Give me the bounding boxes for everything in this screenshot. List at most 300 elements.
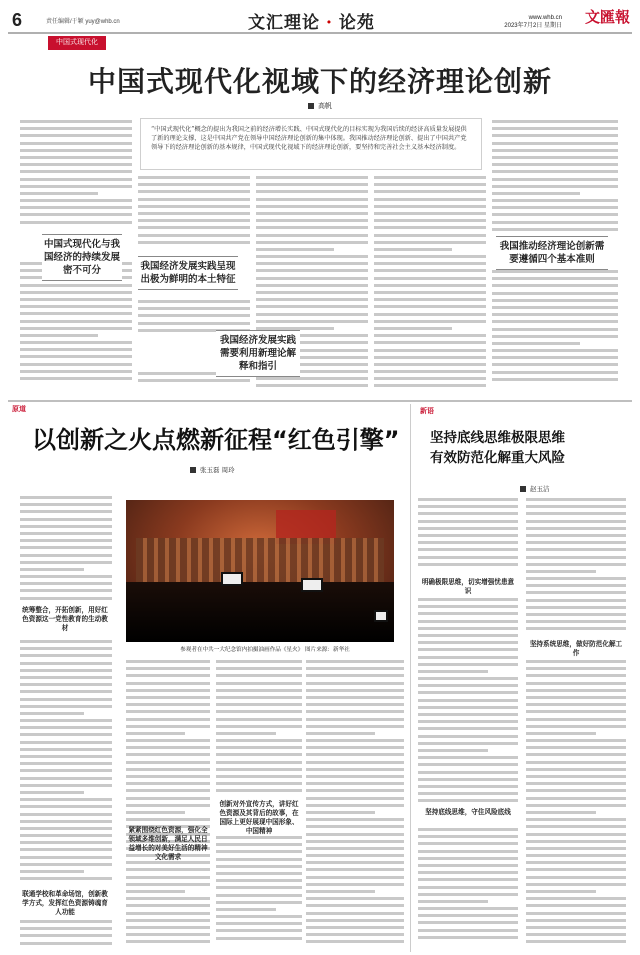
text-line [256,212,368,215]
text-line [306,667,404,670]
text-line [492,206,618,209]
text-line [306,919,404,922]
text-line [126,876,210,879]
risk-subhead-3: 坚持系统思维，做好防范化解工作 [529,640,623,657]
text-line [216,908,276,911]
text-line [20,284,132,287]
text-line [306,725,404,728]
text-line [216,858,302,861]
header-meta [504,14,562,30]
text-line [418,556,518,559]
text-line [256,262,368,265]
byline-square-icon [520,486,526,492]
text-line [20,820,112,823]
text-line [256,190,368,193]
text-line [126,811,185,814]
article-title-risk [430,428,565,468]
text-line [138,226,250,229]
text-line [20,221,132,224]
text-line [306,868,404,871]
section-title-sub: 论苑 [338,13,375,33]
text-line [492,320,618,323]
text-line [216,915,302,918]
red-engine-subhead-2: 紧紧围绕红色资源，强化全领域多维创新，满足人民日益增长的对美好生活的精神文化需求 [128,826,208,861]
text-line [20,863,112,866]
text-line [256,183,368,186]
text-line [374,370,486,373]
text-line [306,775,404,778]
red-engine-text-col2 [126,660,210,950]
text-line [492,328,618,331]
text-line [418,907,518,910]
text-line [20,192,98,195]
text-line [306,660,404,663]
text-line [526,577,626,580]
text-line [306,818,404,821]
text-line [418,763,518,766]
text-line [526,620,626,623]
text-line [526,904,626,907]
text-line [374,190,486,193]
text-line [126,660,210,663]
text-line [418,720,518,723]
text-line [374,284,486,287]
text-line [306,782,404,785]
text-line [526,660,626,663]
text-line [20,654,112,657]
text-line [492,192,580,195]
text-line [20,848,112,851]
text-line [526,861,626,864]
text-line [126,804,210,807]
text-line [492,170,618,173]
text-line [526,570,596,573]
section-title [248,8,375,33]
text-line [306,689,404,692]
text-line [306,682,404,685]
text-line [306,861,404,864]
text-line [306,840,404,843]
red-engine-subhead-1: 统筹整合，开拓创新，用好红色资源这一党性教育的生动教材 [22,606,108,632]
text-line [216,872,302,875]
text-line [256,234,368,237]
text-line [306,883,404,886]
text-line [256,198,368,201]
text-line [374,305,486,308]
text-line [20,942,112,945]
text-line [138,205,250,208]
text-line [306,833,404,836]
phone-icon [301,578,323,592]
red-engine-authors: 张玉磊 周玲 [200,466,235,474]
text-line [20,291,132,294]
text-line [20,856,112,859]
text-line [418,548,518,551]
risk-byline [520,484,550,493]
text-line [126,710,210,713]
text-line [492,299,618,302]
text-line [216,732,276,735]
text-line [492,163,618,166]
oil-painting-photo [126,500,394,642]
text-line [418,771,518,774]
text-line [216,929,302,932]
body-text-col5a [492,120,618,240]
text-line [256,277,368,280]
text-line [138,183,250,186]
text-line [306,811,375,814]
text-line [374,356,486,359]
text-line [138,322,250,325]
text-line [20,813,112,816]
text-line [418,936,518,939]
text-line [526,782,626,785]
text-line [418,735,518,738]
text-line [126,818,210,821]
text-line [126,746,210,749]
text-line [526,696,626,699]
text-line [216,718,302,721]
text-line [418,699,518,702]
text-line [526,710,626,713]
text-line [526,667,626,670]
text-line [374,349,486,352]
text-line [306,746,404,749]
text-line [306,890,375,893]
text-line [418,627,518,630]
text-line [256,255,368,258]
text-line [20,683,112,686]
text-line [374,341,486,344]
text-line [492,270,618,273]
subhead-box-1: 中国式现代化与我国经济的持续发展密不可分 [42,234,122,281]
text-line [20,525,112,528]
text-line [20,834,112,837]
text-line [216,725,302,728]
text-line [418,756,518,759]
text-line [526,725,626,728]
text-line [20,539,112,542]
text-line [20,510,112,513]
text-line [526,753,626,756]
text-line [418,598,518,601]
text-line [492,178,618,181]
text-line [20,355,132,358]
text-line [418,749,488,752]
text-line [526,674,626,677]
text-line [20,934,112,937]
text-line [418,713,518,716]
text-line [20,163,132,166]
text-line [20,827,112,830]
text-line [126,696,210,699]
text-line [492,371,618,374]
text-line [20,870,84,873]
risk-subhead-1: 明确极限思维，切实增强忧患意识 [421,578,515,595]
text-line [20,496,112,499]
text-line [418,498,518,501]
text-line [20,568,84,571]
text-line [20,341,132,344]
text-line [492,342,580,345]
text-line [216,768,302,771]
text-line [526,933,626,936]
text-line [418,684,518,687]
text-line [138,234,250,237]
text-line [20,777,112,780]
text-line [418,871,518,874]
text-line [256,176,368,179]
subhead-box-3: 我国经济发展实践需要利用新理论解释和指引 [216,330,300,377]
text-line [492,292,618,295]
text-line [20,597,112,600]
text-line [418,505,518,508]
text-line [374,334,486,337]
text-line [418,534,518,537]
body-text-col1a [20,120,132,232]
text-line [418,878,518,881]
red-engine-subhead-4: 联通学校和革命场馆，创新教学方式，发挥红色资源铸魂育人功能 [22,890,108,916]
text-line [126,674,210,677]
text-line [526,825,626,828]
text-line [216,775,302,778]
text-line [526,840,626,843]
text-line [138,300,250,303]
column-divider [410,404,411,952]
text-line [20,640,112,643]
text-line [20,206,132,209]
text-line [526,682,626,685]
text-line [492,313,618,316]
text-line [20,320,132,323]
risk-text-col1c [418,828,518,950]
text-line [20,582,112,585]
article-tag-yuandao: 原道 [12,406,26,413]
text-line [306,904,404,907]
red-engine-text-col4 [306,660,404,950]
text-line [306,761,404,764]
text-line [216,879,302,882]
text-line [526,591,626,594]
text-line [492,306,618,309]
risk-title-line1: 坚持底线思维极限思维 [430,430,565,446]
text-line [126,940,210,943]
page-number: 6 [12,10,23,30]
red-engine-text-col3a [216,660,302,800]
text-line [20,554,112,557]
text-line [138,379,250,382]
text-line [418,691,518,694]
text-line [418,850,518,853]
text-line [20,185,132,188]
text-line [20,762,112,765]
byline-square-icon [190,467,196,473]
text-line [492,228,618,231]
text-line [526,599,626,602]
text-line [374,363,486,366]
text-line [126,732,185,735]
text-line [256,269,368,272]
text-line [20,377,132,380]
text-line [526,527,626,530]
text-line [374,198,486,201]
page-header [8,4,632,34]
subhead-box-4: 我国推动经济理论创新需要遵循四个基本准则 [496,236,608,270]
text-line [216,739,302,742]
text-line [492,277,618,280]
text-line [418,527,518,530]
article-title-red-engine: 以创新之火点燃新征程“红色引擎” [32,426,400,454]
text-line [216,753,302,756]
article-abstract: “中国式现代化”概念的提出为我国之前的经济增长实践、中国式现代化的目标实现为我国后续的经济高质量发展提供了新的理论支撑，这是中国共产党在领导中国经济理论创新的集中体现。我国推动经济理论创新、提出了中国共产党领导下的经济理论创新的基本规律，中国式现代化视域下的经济理论创新，要坚持和完善社会主义基本经济制度。 [140,118,482,170]
text-line [418,921,518,924]
text-line [256,291,368,294]
text-line [306,718,404,721]
section-title-main: 文汇理论 [248,13,320,33]
text-line [216,894,302,897]
text-line [526,505,626,508]
text-line [126,926,210,929]
phone-icon [221,572,243,586]
text-line [374,377,486,380]
text-line [20,920,112,923]
text-line [526,627,626,630]
text-line [20,561,112,564]
text-line [418,857,518,860]
text-line [20,705,112,708]
text-line [418,727,518,730]
text-line [492,363,618,366]
text-line [306,912,404,915]
text-line [126,718,210,721]
text-line [526,512,626,515]
main-headline: 中国式现代化视域下的经济理论创新 [87,65,552,98]
body-text-col4 [374,176,486,392]
text-line [20,178,132,181]
text-line [20,662,112,665]
text-line [20,127,132,130]
text-line [306,732,375,735]
text-line [20,798,112,801]
text-line [216,843,302,846]
text-line [20,518,112,521]
text-line [20,213,132,216]
text-line [374,183,486,186]
text-line [418,648,518,651]
text-line [526,912,626,915]
text-line [374,313,486,316]
text-line [256,305,368,308]
risk-text-col1b [418,598,518,808]
text-line [20,690,112,693]
text-line [374,327,452,330]
text-line [526,556,626,559]
text-line [418,605,518,608]
text-line [20,327,132,330]
text-line [526,520,626,523]
text-line [526,883,626,886]
text-line [126,933,210,936]
text-line [492,185,618,188]
text-line [526,534,626,537]
text-line [138,219,250,222]
text-line [20,877,112,880]
text-line [20,755,112,758]
text-line [374,262,486,265]
text-line [418,656,518,659]
text-line [418,778,518,781]
text-line [492,221,618,224]
subhead-box-2: 我国经济发展实践呈现出极为鲜明的本土特征 [138,256,238,290]
risk-title-line2: 有效防范化解重大风险 [430,450,565,466]
text-line [418,792,518,795]
text-line [126,868,210,871]
text-line [20,134,132,137]
text-line [20,363,132,366]
red-engine-text-col3b [216,836,302,950]
text-line [374,277,486,280]
text-line [306,789,404,792]
text-line [306,847,404,850]
text-line [20,748,112,751]
text-line [20,784,112,787]
text-line [418,541,518,544]
text-line [126,883,210,886]
text-line [418,842,518,845]
text-line [526,563,626,566]
text-line [20,647,112,650]
text-line [20,575,112,578]
text-line [492,142,618,145]
text-line [216,703,302,706]
text-line [418,520,518,523]
main-author: 高帆 [318,102,332,110]
text-line [256,384,368,387]
text-line [306,854,404,857]
text-line [418,828,518,831]
text-line [526,890,596,893]
website-url: www.whb.cn [528,15,562,21]
text-line [20,199,132,202]
text-line [526,876,626,879]
byline-square-icon [308,103,314,109]
text-line [374,269,486,272]
text-line [418,929,518,932]
text-line [256,248,334,251]
text-line [418,677,518,680]
text-line [138,314,250,317]
text-line [374,212,486,215]
text-line [492,156,618,159]
text-line [256,226,368,229]
text-line [20,334,98,337]
text-line [526,847,626,850]
section-dot: · [326,13,333,33]
text-line [374,384,486,387]
text-line [20,149,132,152]
text-line [526,689,626,692]
text-line [216,696,302,699]
text-line [526,926,626,929]
risk-subhead-2: 坚持底线思维，守住风险底线 [425,808,511,816]
phone-icon [374,610,388,622]
text-line [126,904,210,907]
text-line [20,676,112,679]
text-line [216,782,302,785]
text-line [526,613,626,616]
text-line [216,865,302,868]
body-text-col1b [20,262,132,390]
